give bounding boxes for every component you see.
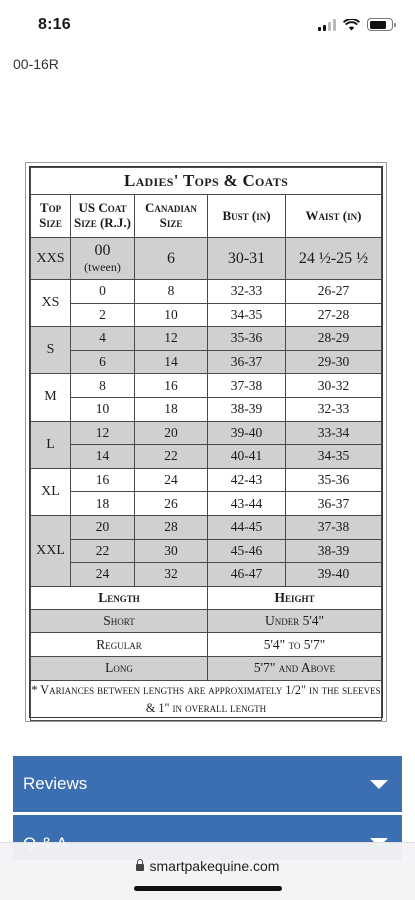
status-icons xyxy=(318,18,393,31)
chart-title: Ladies' Tops & Coats xyxy=(31,168,382,195)
top-size-cell: S xyxy=(31,327,71,374)
table-row xyxy=(31,468,382,492)
table-row xyxy=(31,563,382,587)
canadian-size-cell: 32 xyxy=(135,563,208,587)
table-row xyxy=(31,327,382,351)
us-coat-size-cell: 14 xyxy=(71,445,135,469)
wifi-icon xyxy=(343,19,360,31)
top-size-cell: L xyxy=(31,421,71,468)
table-row xyxy=(31,374,382,398)
length-row xyxy=(31,633,382,657)
canadian-size-cell: 24 xyxy=(135,468,208,492)
top-size-cell: M xyxy=(31,374,71,421)
us-coat-size-cell: 22 xyxy=(71,539,135,563)
us-coat-size-cell: 16 xyxy=(71,468,135,492)
bust-cell: 44-45 xyxy=(208,515,286,539)
column-header: Bust (in) xyxy=(208,195,286,238)
bust-cell: 32-33 xyxy=(208,280,286,304)
top-size-cell: XS xyxy=(31,280,71,327)
bust-cell: 30-31 xyxy=(208,238,286,280)
canadian-size-cell: 18 xyxy=(135,397,208,421)
table-row xyxy=(31,280,382,304)
waist-cell: 33-34 xyxy=(286,421,382,445)
us-coat-size-cell: 24 xyxy=(71,563,135,587)
waist-cell: 38-39 xyxy=(286,539,382,563)
us-coat-size-cell: 00 (tween) xyxy=(71,238,135,280)
canadian-size-cell: 20 xyxy=(135,421,208,445)
size-chart-image xyxy=(25,162,387,722)
note-row xyxy=(31,680,382,720)
size-table xyxy=(30,167,382,721)
canadian-size-cell: 12 xyxy=(135,327,208,351)
canadian-size-cell: 16 xyxy=(135,374,208,398)
table-row xyxy=(31,350,382,374)
size-chart xyxy=(29,166,383,718)
bust-cell: 36-37 xyxy=(208,350,286,374)
waist-cell: 29-30 xyxy=(286,350,382,374)
length-cell: Short xyxy=(31,609,208,633)
waist-cell: 28-29 xyxy=(286,327,382,351)
table-row xyxy=(31,492,382,516)
us-coat-size-cell: 2 xyxy=(71,303,135,327)
waist-cell: 27-28 xyxy=(286,303,382,327)
bust-cell: 42-43 xyxy=(208,468,286,492)
bust-cell: 40-41 xyxy=(208,445,286,469)
table-row xyxy=(31,539,382,563)
us-coat-size-cell: 12 xyxy=(71,421,135,445)
waist-cell: 39-40 xyxy=(286,563,382,587)
top-size-cell: XXL xyxy=(31,515,71,586)
lock-icon xyxy=(136,864,144,871)
chevron-down-icon xyxy=(370,780,388,789)
canadian-size-cell: 14 xyxy=(135,350,208,374)
waist-cell: 24 ½-25 ½ xyxy=(286,238,382,280)
top-size-cell: XXS xyxy=(31,238,71,280)
column-header: Top Size xyxy=(31,195,71,238)
table-row xyxy=(31,397,382,421)
bust-cell: 39-40 xyxy=(208,421,286,445)
reviews-accordion[interactable] xyxy=(13,756,402,812)
canadian-size-cell: 30 xyxy=(135,539,208,563)
table-row xyxy=(31,515,382,539)
height-header: Height xyxy=(208,586,382,609)
status-time: 8:16 xyxy=(38,16,71,33)
canadian-size-cell: 26 xyxy=(135,492,208,516)
bust-cell: 45-46 xyxy=(208,539,286,563)
column-header: Canadian Size xyxy=(135,195,208,238)
bust-cell: 34-35 xyxy=(208,303,286,327)
us-coat-size-note: (tween) xyxy=(84,260,121,274)
length-cell: Regular xyxy=(31,633,208,657)
length-variance-note: * Variances between lengths are approximately 1/2" in the sleeves & 1" in overall length xyxy=(31,680,382,720)
height-cell: 5'7" and Above xyxy=(208,656,382,680)
url-display[interactable] xyxy=(0,858,415,874)
height-cell: Under 5'4" xyxy=(208,609,382,633)
canadian-size-cell: 22 xyxy=(135,445,208,469)
product-sku: 00-16R xyxy=(13,56,59,72)
length-cell: Long xyxy=(31,656,208,680)
us-coat-size-cell: 10 xyxy=(71,397,135,421)
waist-cell: 34-35 xyxy=(286,445,382,469)
url-text: smartpakequine.com xyxy=(149,858,280,874)
status-bar xyxy=(0,0,415,50)
length-header: Length xyxy=(31,586,208,609)
table-row xyxy=(31,445,382,469)
table-row xyxy=(31,238,382,280)
waist-cell: 37-38 xyxy=(286,515,382,539)
us-coat-size-cell: 18 xyxy=(71,492,135,516)
waist-cell: 30-32 xyxy=(286,374,382,398)
height-cell: 5'4" to 5'7" xyxy=(208,633,382,657)
length-row xyxy=(31,609,382,633)
us-coat-size-cell: 8 xyxy=(71,374,135,398)
column-header: Waist (in) xyxy=(286,195,382,238)
bust-cell: 38-39 xyxy=(208,397,286,421)
table-row xyxy=(31,421,382,445)
canadian-size-cell: 6 xyxy=(135,238,208,280)
browser-url-bar[interactable] xyxy=(0,842,415,900)
waist-cell: 35-36 xyxy=(286,468,382,492)
top-size-cell: XL xyxy=(31,468,71,515)
home-indicator xyxy=(134,886,282,891)
us-coat-size-cell: 0 xyxy=(71,280,135,304)
length-row xyxy=(31,656,382,680)
table-row xyxy=(31,303,382,327)
us-coat-size-cell: 6 xyxy=(71,350,135,374)
us-coat-size-cell: 4 xyxy=(71,327,135,351)
bust-cell: 35-36 xyxy=(208,327,286,351)
chart-header-row xyxy=(31,195,382,238)
canadian-size-cell: 28 xyxy=(135,515,208,539)
column-header: US Coat Size (R.J.) xyxy=(71,195,135,238)
canadian-size-cell: 10 xyxy=(135,303,208,327)
cellular-signal-icon xyxy=(318,19,336,31)
bust-cell: 46-47 xyxy=(208,563,286,587)
chart-title-row xyxy=(31,168,382,195)
bust-cell: 43-44 xyxy=(208,492,286,516)
length-header-row xyxy=(31,586,382,609)
waist-cell: 36-37 xyxy=(286,492,382,516)
canadian-size-cell: 8 xyxy=(135,280,208,304)
us-coat-size-cell: 20 xyxy=(71,515,135,539)
battery-icon xyxy=(367,18,393,31)
waist-cell: 26-27 xyxy=(286,280,382,304)
bust-cell: 37-38 xyxy=(208,374,286,398)
waist-cell: 32-33 xyxy=(286,397,382,421)
reviews-label: Reviews xyxy=(23,774,88,793)
